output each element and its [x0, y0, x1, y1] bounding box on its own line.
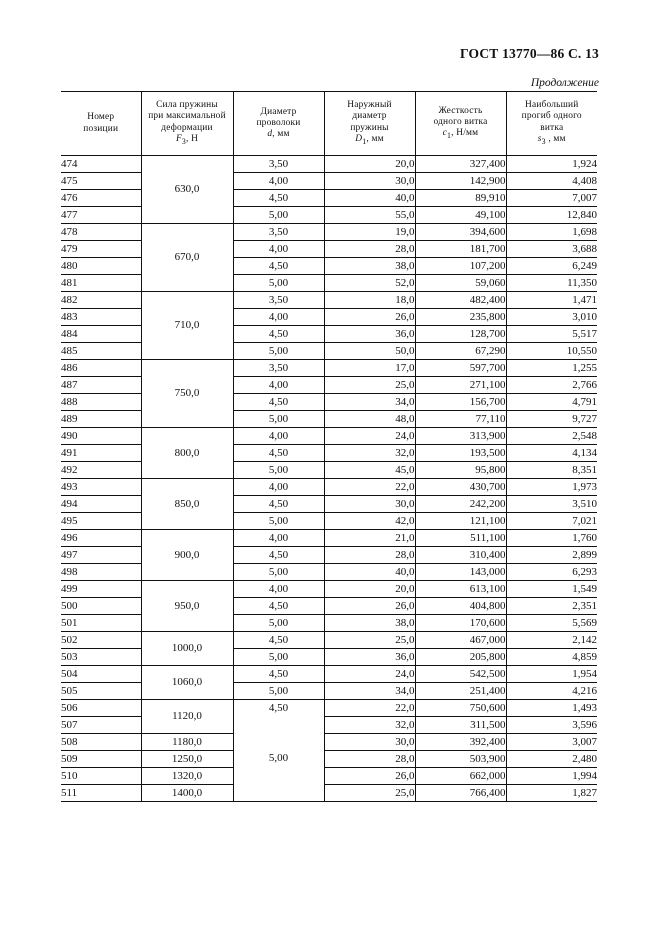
position-number-cell: 496	[61, 530, 141, 547]
coil-stiffness-cell: 121,100	[415, 513, 506, 530]
coil-stiffness-cell: 242,200	[415, 496, 506, 513]
wire-diameter-cell: 4,00	[233, 241, 324, 258]
max-coil-deflection-cell: 6,293	[506, 564, 597, 581]
wire-diameter-cell: 5,00	[233, 411, 324, 428]
outer-diameter-cell: 26,0	[324, 309, 415, 326]
position-number-cell: 498	[61, 564, 141, 581]
max-coil-deflection-cell: 1,924	[506, 156, 597, 173]
spring-force-cell: 1250,0	[141, 751, 233, 768]
outer-diameter-cell: 28,0	[324, 751, 415, 768]
wire-diameter-cell: 3,50	[233, 224, 324, 241]
outer-diameter-cell: 36,0	[324, 326, 415, 343]
table-row	[61, 666, 597, 683]
spring-force-cell: 670,0	[141, 224, 233, 292]
wire-diameter-cell: 4,00	[233, 479, 324, 496]
position-number-cell: 509	[61, 751, 141, 768]
coil-stiffness-cell: 142,900	[415, 173, 506, 190]
table-row	[61, 768, 597, 785]
outer-diameter-cell: 40,0	[324, 190, 415, 207]
position-number-cell: 501	[61, 615, 141, 632]
coil-stiffness-cell: 251,400	[415, 683, 506, 700]
column-header: Жесткость одного витка $c_1$, Н/мм	[415, 92, 506, 156]
spring-force-cell: 1000,0	[141, 632, 233, 666]
wire-diameter-cell: 4,50	[233, 598, 324, 615]
wire-diameter-cell: 4,00	[233, 173, 324, 190]
max-coil-deflection-cell: 2,351	[506, 598, 597, 615]
table-body	[61, 156, 597, 802]
spring-force-cell: 630,0	[141, 156, 233, 224]
coil-stiffness-cell: 766,400	[415, 785, 506, 802]
outer-diameter-cell: 26,0	[324, 598, 415, 615]
position-number-cell: 474	[61, 156, 141, 173]
table-row	[61, 156, 597, 173]
coil-stiffness-cell: 107,200	[415, 258, 506, 275]
wire-diameter-cell: 5,00	[233, 615, 324, 632]
coil-stiffness-cell: 750,600	[415, 700, 506, 717]
coil-stiffness-cell: 143,000	[415, 564, 506, 581]
position-number-cell: 477	[61, 207, 141, 224]
max-coil-deflection-cell: 1,255	[506, 360, 597, 377]
position-number-cell: 491	[61, 445, 141, 462]
wire-diameter-cell: 4,50	[233, 700, 324, 717]
max-coil-deflection-cell: 4,134	[506, 445, 597, 462]
outer-diameter-cell: 25,0	[324, 632, 415, 649]
spring-force-cell: 1120,0	[141, 700, 233, 734]
wire-diameter-cell: 4,00	[233, 428, 324, 445]
outer-diameter-cell: 30,0	[324, 496, 415, 513]
outer-diameter-cell: 36,0	[324, 649, 415, 666]
position-number-cell: 488	[61, 394, 141, 411]
position-number-cell: 505	[61, 683, 141, 700]
position-number-cell: 475	[61, 173, 141, 190]
outer-diameter-cell: 30,0	[324, 734, 415, 751]
max-coil-deflection-cell: 9,727	[506, 411, 597, 428]
wire-diameter-cell: 4,50	[233, 666, 324, 683]
table-row	[61, 479, 597, 496]
wire-diameter-cell: 3,50	[233, 156, 324, 173]
outer-diameter-cell: 34,0	[324, 683, 415, 700]
table-row	[61, 292, 597, 309]
outer-diameter-cell: 20,0	[324, 156, 415, 173]
outer-diameter-cell: 21,0	[324, 530, 415, 547]
coil-stiffness-cell: 542,500	[415, 666, 506, 683]
max-coil-deflection-cell: 11,350	[506, 275, 597, 292]
coil-stiffness-cell: 205,800	[415, 649, 506, 666]
coil-stiffness-cell: 193,500	[415, 445, 506, 462]
position-number-cell: 476	[61, 190, 141, 207]
wire-diameter-cell: 4,50	[233, 547, 324, 564]
max-coil-deflection-cell: 2,899	[506, 547, 597, 564]
max-coil-deflection-cell: 10,550	[506, 343, 597, 360]
position-number-cell: 499	[61, 581, 141, 598]
position-number-cell: 480	[61, 258, 141, 275]
position-number-cell: 481	[61, 275, 141, 292]
max-coil-deflection-cell: 1,994	[506, 768, 597, 785]
outer-diameter-cell: 32,0	[324, 445, 415, 462]
coil-stiffness-cell: 467,000	[415, 632, 506, 649]
position-number-cell: 500	[61, 598, 141, 615]
wire-diameter-cell: 5,00	[233, 462, 324, 479]
table-row	[61, 632, 597, 649]
page-header: ГОСТ 13770—86 С. 13	[460, 46, 599, 61]
spring-force-cell: 1180,0	[141, 734, 233, 751]
table-row	[61, 785, 597, 802]
max-coil-deflection-cell: 1,827	[506, 785, 597, 802]
position-number-cell: 497	[61, 547, 141, 564]
outer-diameter-cell: 26,0	[324, 768, 415, 785]
spring-force-cell: 1400,0	[141, 785, 233, 802]
table-row	[61, 360, 597, 377]
column-header: Сила пружины при максимальной деформации $F_3$, Н	[141, 92, 233, 156]
position-number-cell: 495	[61, 513, 141, 530]
max-coil-deflection-cell: 2,766	[506, 377, 597, 394]
wire-diameter-cell: 5,00	[233, 649, 324, 666]
wire-diameter-cell: 4,50	[233, 190, 324, 207]
wire-diameter-cell: 4,00	[233, 530, 324, 547]
wire-diameter-cell: 4,50	[233, 394, 324, 411]
outer-diameter-cell: 38,0	[324, 258, 415, 275]
max-coil-deflection-cell: 1,493	[506, 700, 597, 717]
wire-diameter-cell: 3,50	[233, 360, 324, 377]
outer-diameter-cell: 50,0	[324, 343, 415, 360]
outer-diameter-cell: 48,0	[324, 411, 415, 428]
max-coil-deflection-cell: 3,596	[506, 717, 597, 734]
coil-stiffness-cell: 235,800	[415, 309, 506, 326]
table-header-row	[61, 92, 597, 156]
max-coil-deflection-cell: 1,760	[506, 530, 597, 547]
coil-stiffness-cell: 394,600	[415, 224, 506, 241]
wire-diameter-cell: 5,00	[233, 275, 324, 292]
max-coil-deflection-cell: 3,688	[506, 241, 597, 258]
spring-force-cell: 1320,0	[141, 768, 233, 785]
spring-force-cell: 900,0	[141, 530, 233, 581]
column-header: Номер позиции	[61, 92, 141, 156]
coil-stiffness-cell: 597,700	[415, 360, 506, 377]
coil-stiffness-cell: 327,400	[415, 156, 506, 173]
position-number-cell: 494	[61, 496, 141, 513]
outer-diameter-cell: 20,0	[324, 581, 415, 598]
coil-stiffness-cell: 511,100	[415, 530, 506, 547]
max-coil-deflection-cell: 3,007	[506, 734, 597, 751]
max-coil-deflection-cell: 1,973	[506, 479, 597, 496]
position-number-cell: 478	[61, 224, 141, 241]
outer-diameter-cell: 17,0	[324, 360, 415, 377]
position-number-cell: 508	[61, 734, 141, 751]
outer-diameter-cell: 45,0	[324, 462, 415, 479]
outer-diameter-cell: 55,0	[324, 207, 415, 224]
position-number-cell: 485	[61, 343, 141, 360]
coil-stiffness-cell: 77,110	[415, 411, 506, 428]
max-coil-deflection-cell: 6,249	[506, 258, 597, 275]
coil-stiffness-cell: 271,100	[415, 377, 506, 394]
wire-diameter-cell: 4,50	[233, 258, 324, 275]
column-header: Наружный диаметр пружины $D_1$, мм	[324, 92, 415, 156]
max-coil-deflection-cell: 4,408	[506, 173, 597, 190]
table-row	[61, 581, 597, 598]
outer-diameter-cell: 28,0	[324, 241, 415, 258]
outer-diameter-cell: 25,0	[324, 377, 415, 394]
max-coil-deflection-cell: 1,549	[506, 581, 597, 598]
coil-stiffness-cell: 310,400	[415, 547, 506, 564]
outer-diameter-cell: 34,0	[324, 394, 415, 411]
coil-stiffness-cell: 95,800	[415, 462, 506, 479]
position-number-cell: 502	[61, 632, 141, 649]
position-number-cell: 487	[61, 377, 141, 394]
max-coil-deflection-cell: 5,517	[506, 326, 597, 343]
wire-diameter-cell: 5,00	[233, 683, 324, 700]
outer-diameter-cell: 22,0	[324, 700, 415, 717]
position-number-cell: 486	[61, 360, 141, 377]
max-coil-deflection-cell: 7,021	[506, 513, 597, 530]
outer-diameter-cell: 18,0	[324, 292, 415, 309]
max-coil-deflection-cell: 4,216	[506, 683, 597, 700]
wire-diameter-cell: 4,00	[233, 581, 324, 598]
position-number-cell: 504	[61, 666, 141, 683]
max-coil-deflection-cell: 7,007	[506, 190, 597, 207]
spring-force-cell: 750,0	[141, 360, 233, 428]
max-coil-deflection-cell: 2,142	[506, 632, 597, 649]
max-coil-deflection-cell: 2,480	[506, 751, 597, 768]
coil-stiffness-cell: 313,900	[415, 428, 506, 445]
coil-stiffness-cell: 89,910	[415, 190, 506, 207]
position-number-cell: 510	[61, 768, 141, 785]
outer-diameter-cell: 24,0	[324, 428, 415, 445]
outer-diameter-cell: 24,0	[324, 666, 415, 683]
outer-diameter-cell: 32,0	[324, 717, 415, 734]
coil-stiffness-cell: 156,700	[415, 394, 506, 411]
table-row	[61, 530, 597, 547]
wire-diameter-cell: 5,00	[233, 343, 324, 360]
spring-force-cell: 800,0	[141, 428, 233, 479]
position-number-cell: 489	[61, 411, 141, 428]
spring-force-cell: 1060,0	[141, 666, 233, 700]
coil-stiffness-cell: 662,000	[415, 768, 506, 785]
column-header: Наибольший прогиб одного витка $s_3$ , мм	[506, 92, 597, 156]
position-number-cell: 492	[61, 462, 141, 479]
coil-stiffness-cell: 181,700	[415, 241, 506, 258]
table-row	[61, 224, 597, 241]
outer-diameter-cell: 19,0	[324, 224, 415, 241]
wire-diameter-cell: 4,50	[233, 632, 324, 649]
position-number-cell: 511	[61, 785, 141, 802]
position-number-cell: 493	[61, 479, 141, 496]
coil-stiffness-cell: 430,700	[415, 479, 506, 496]
position-number-cell: 490	[61, 428, 141, 445]
max-coil-deflection-cell: 12,840	[506, 207, 597, 224]
position-number-cell: 506	[61, 700, 141, 717]
position-number-cell: 484	[61, 326, 141, 343]
outer-diameter-cell: 42,0	[324, 513, 415, 530]
coil-stiffness-cell: 59,060	[415, 275, 506, 292]
table-row	[61, 751, 597, 768]
coil-stiffness-cell: 128,700	[415, 326, 506, 343]
coil-stiffness-cell: 404,800	[415, 598, 506, 615]
wire-diameter-cell: 4,00	[233, 309, 324, 326]
position-number-cell: 483	[61, 309, 141, 326]
table-row	[61, 700, 597, 717]
outer-diameter-cell: 22,0	[324, 479, 415, 496]
outer-diameter-cell: 52,0	[324, 275, 415, 292]
spring-force-cell: 950,0	[141, 581, 233, 632]
outer-diameter-cell: 30,0	[324, 173, 415, 190]
coil-stiffness-cell: 49,100	[415, 207, 506, 224]
max-coil-deflection-cell: 8,351	[506, 462, 597, 479]
outer-diameter-cell: 40,0	[324, 564, 415, 581]
wire-diameter-cell: 5,00	[233, 564, 324, 581]
spring-force-cell: 850,0	[141, 479, 233, 530]
coil-stiffness-cell: 392,400	[415, 734, 506, 751]
coil-stiffness-cell: 67,290	[415, 343, 506, 360]
max-coil-deflection-cell: 5,569	[506, 615, 597, 632]
wire-diameter-cell: 5,00	[233, 513, 324, 530]
wire-diameter-cell: 4,00	[233, 377, 324, 394]
wire-diameter-cell: 4,50	[233, 445, 324, 462]
outer-diameter-cell: 25,0	[324, 785, 415, 802]
max-coil-deflection-cell: 4,859	[506, 649, 597, 666]
coil-stiffness-cell: 613,100	[415, 581, 506, 598]
position-number-cell: 482	[61, 292, 141, 309]
max-coil-deflection-cell: 1,471	[506, 292, 597, 309]
position-number-cell: 503	[61, 649, 141, 666]
wire-diameter-cell: 4,50	[233, 496, 324, 513]
wire-diameter-cell: 4,50	[233, 326, 324, 343]
max-coil-deflection-cell: 3,510	[506, 496, 597, 513]
coil-stiffness-cell: 482,400	[415, 292, 506, 309]
max-coil-deflection-cell: 4,791	[506, 394, 597, 411]
wire-diameter-cell: 3,50	[233, 292, 324, 309]
spring-parameters-table	[61, 91, 597, 802]
spring-force-cell: 710,0	[141, 292, 233, 360]
coil-stiffness-cell: 170,600	[415, 615, 506, 632]
wire-diameter-cell: 5,00	[233, 207, 324, 224]
continuation-label: Продолжение	[530, 77, 599, 89]
wire-diameter-cell: 5,00	[233, 717, 324, 802]
max-coil-deflection-cell: 2,548	[506, 428, 597, 445]
column-header: Диаметр проволоки d, мм	[233, 92, 324, 156]
outer-diameter-cell: 38,0	[324, 615, 415, 632]
coil-stiffness-cell: 311,500	[415, 717, 506, 734]
outer-diameter-cell: 28,0	[324, 547, 415, 564]
table-row	[61, 428, 597, 445]
table-row	[61, 734, 597, 751]
coil-stiffness-cell: 503,900	[415, 751, 506, 768]
max-coil-deflection-cell: 3,010	[506, 309, 597, 326]
position-number-cell: 479	[61, 241, 141, 258]
max-coil-deflection-cell: 1,698	[506, 224, 597, 241]
max-coil-deflection-cell: 1,954	[506, 666, 597, 683]
position-number-cell: 507	[61, 717, 141, 734]
